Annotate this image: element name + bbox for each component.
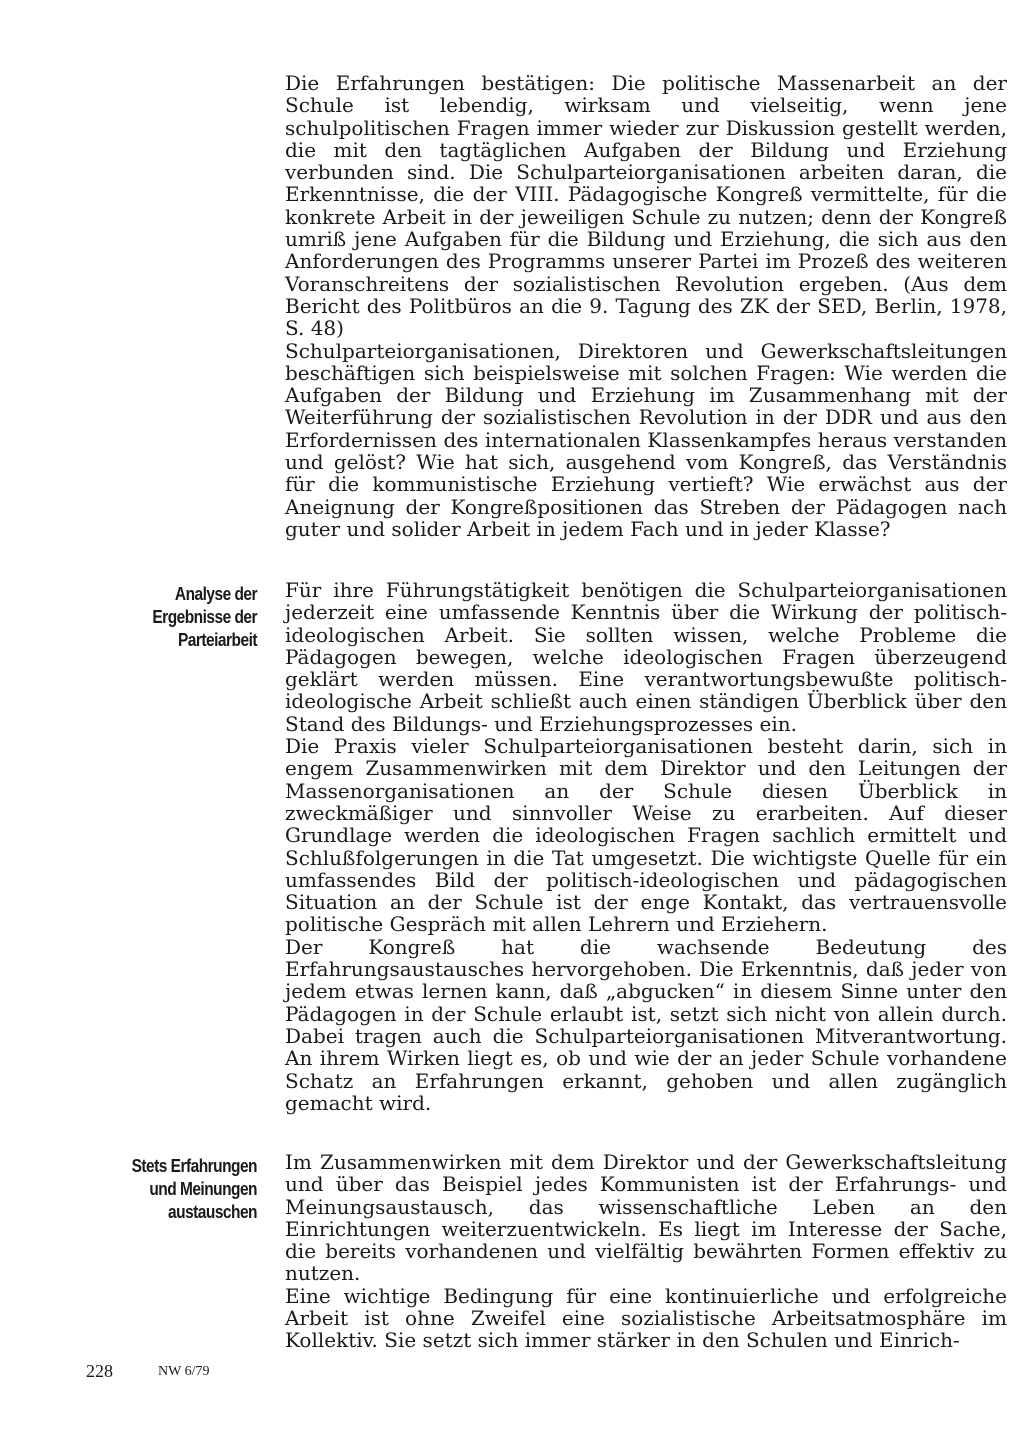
analyse-heading [107,583,258,652]
intro-paragraph-1: Die Erfahrungen bestätigen: Die politische Massenarbeit an der Schule ist lebendig, wirksam und vielseitig, wenn jene schulpolitischen Fragen immer wieder zur Diskussion gestellt werden, die mit den tagtäglichen Aufgaben der Bildung und Erziehung verbunden sind. Die Schulparteiorganisationen arbeiten daran, die Erkenntnisse, die der VIII. Pädagogische Kongreß vermittelte, für die konkrete Arbeit in der jeweiligen Schule zu nutzen; denn der Kongreß umriß jene Aufgaben für die Bildung und Erziehung, die sich aus den Anforderungen des Programms unserer Partei im Prozeß des weiteren Voranschreitens der sozialistischen Revolution ergeben. (Aus dem Bericht des Politbüros an die 9. Tagung des ZK der SED, Berlin, 1978, S. 48) [285,71,1007,341]
analyse-heading-line-3: Parteiarbeit [178,630,257,650]
austausch-heading [107,1155,258,1224]
journal-reference: NW 6/79 [158,1364,210,1379]
intro-paragraph-2: Schulparteiorganisationen, Direktoren und Gewerkschaftsleitungen beschäftigen sich beispielsweise mit solchen Fragen: Wie werden die Aufgaben der Bildung und Erziehung im Zusammenhang mit der Weiterführung der sozialistischen Revolution in der DDR und aus den Erfordernissen des internationalen Klassenkampfes heraus verstanden und gelöst? Wie hat sich, ausgehend vom Kongreß, das Verständnis für die kommunistische Erziehung vertieft? Wie erwächst aus der Aneignung der Kongreßpositionen das Streben der Pädagogen nach guter und solider Arbeit in jedem Fach und in jeder Klasse? [285,338,1007,541]
austausch-section [285,1151,1007,1352]
analyse-paragraph-2: Die Praxis vieler Schulparteiorganisationen besteht darin, sich in engem Zusammenwirken mit dem Direktor und den Leitungen der Massenorganisationen an der Schule diesen Überblick in zweckmäßiger und sinnvoller Weise zu erarbeiten. Auf dieser Grundlage werden die ideologischen Fragen sachlich ermittelt und Schlußfolgerungen in die Tat umgesetzt. Die wichtigste Quelle für ein umfassendes Bild der politisch-ideologischen und pädagogischen Situation an der Schule ist der enge Kontakt, das vertrauensvolle politische Gespräch mit allen Lehrern und Erziehern. [285,734,1007,937]
page-number: 228 [86,1361,113,1381]
austausch-heading-line-1: Stets Erfahrungen [131,1156,257,1176]
analyse-section [285,579,1007,1114]
austausch-heading-line-2: und Meinungen [149,1179,257,1199]
austausch-paragraph-2: Eine wichtige Bedingung für eine kontinuierliche und erfolgreiche Arbeit ist ohne Zweifel eine sozialistische Arbeitsatmosphäre im Kollektiv. Sie setzt sich immer stärker in den Schulen und Einrich- [285,1283,1007,1353]
intro-section [285,72,1007,540]
analyse-paragraph-3: Der Kongreß hat die wachsende Bedeutung des Erfahrungsaustausches hervorgehoben. Die Erkenntnis, daß jeder von jedem etwas lernen kann, daß „abgucken“ in diesem Sinne unter den Pädagogen in der Schule erlaubt ist, setzt sich nicht von allein durch. Dabei tragen auch die Schulparteiorganisationen Mitverantwortung. An ihrem Wirken liegt es, ob und wie der an jeder Schule vorhandene Schatz an Erfahrungen erkannt, gehoben und allen zugänglich gemacht wird. [285,934,1007,1115]
analyse-heading-line-1: Analyse der [174,584,257,604]
austausch-paragraph-1: Im Zusammenwirken mit dem Direktor und der Gewerkschaftsleitung und über das Beispiel jedes Kommunisten ist der Erfahrungs- und Meinungsaustausch, das wissenschaftliche Leben an den Einrichtungen weiterzuentwickeln. Es liegt im Interesse der Sache, die bereits vorhandenen und vielfältig bewährten Formen effektiv zu nutzen. [285,1150,1007,1286]
analyse-heading-line-2: Ergebnisse der [152,607,257,627]
austausch-heading-line-3: austauschen [168,1202,257,1222]
analyse-paragraph-1: Für ihre Führungstätigkeit benötigen die Schulparteiorganisationen jederzeit eine umfassende Kenntnis über die Wirkung der politisch-ideologischen Arbeit. Sie sollten wissen, welche Probleme die Pädagogen bewegen, welche ideologischen Fragen überzeugend geklärt werden müssen. Eine verantwortungsbewußte politisch-ideologische Arbeit schließt auch einen ständigen Überblick über den Stand des Bildungs- und Erziehungsprozesses ein. [285,578,1007,736]
